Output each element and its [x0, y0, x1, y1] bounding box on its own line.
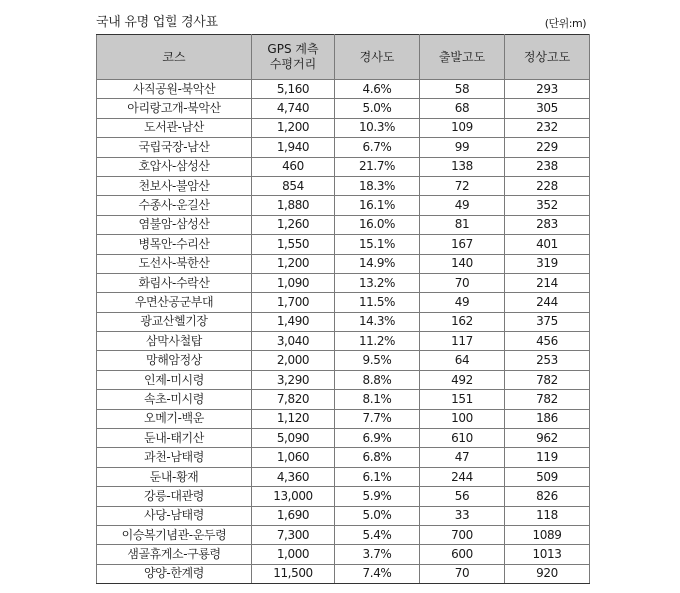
course-cell: 사직공원-북악산: [97, 80, 252, 99]
course-cell: 우면산공군부대: [97, 293, 252, 312]
table-row: [97, 409, 590, 428]
table-row: [97, 467, 590, 486]
start-altitude-cell: 610: [420, 429, 505, 448]
course-cell: 속초-미시령: [97, 390, 252, 409]
course-cell: 오메기-백운: [97, 409, 252, 428]
start-altitude-cell: 56: [420, 487, 505, 506]
course-cell: 국립국장-남산: [97, 138, 252, 157]
course-cell: 사당-남태령: [97, 506, 252, 525]
distance-cell: 1,090: [252, 273, 335, 292]
grade-cell: 8.1%: [335, 390, 420, 409]
start-altitude-cell: 68: [420, 99, 505, 118]
start-altitude-cell: 64: [420, 351, 505, 370]
course-cell: 삼막사철탑: [97, 332, 252, 351]
peak-altitude-cell: 319: [505, 254, 590, 273]
table-row: [97, 138, 590, 157]
start-altitude-cell: 47: [420, 448, 505, 467]
start-altitude-cell: 33: [420, 506, 505, 525]
distance-cell: 2,000: [252, 351, 335, 370]
table-title: 국내 유명 업힐 경사표: [96, 15, 218, 30]
course-cell: 수종사-운길산: [97, 196, 252, 215]
start-altitude-cell: 138: [420, 157, 505, 176]
table-row: [97, 545, 590, 564]
distance-cell: 1,060: [252, 448, 335, 467]
course-cell: 아리랑고개-북악산: [97, 99, 252, 118]
grade-cell: 11.5%: [335, 293, 420, 312]
grade-cell: 10.3%: [335, 118, 420, 137]
distance-cell: 4,740: [252, 99, 335, 118]
grade-cell: 16.1%: [335, 196, 420, 215]
table-row: [97, 293, 590, 312]
course-cell: 망해암정상: [97, 351, 252, 370]
distance-cell: 1,880: [252, 196, 335, 215]
peak-altitude-cell: 920: [505, 564, 590, 583]
course-cell: 샘골휴게소-구룡령: [97, 545, 252, 564]
distance-cell: 5,160: [252, 80, 335, 99]
table-row: [97, 157, 590, 176]
grade-cell: 21.7%: [335, 157, 420, 176]
grade-cell: 13.2%: [335, 273, 420, 292]
start-altitude-cell: 49: [420, 293, 505, 312]
table-row: [97, 370, 590, 389]
header-start-altitude: 출발고도: [420, 35, 505, 80]
start-altitude-cell: 492: [420, 370, 505, 389]
grade-cell: 14.3%: [335, 312, 420, 331]
grade-cell: 16.0%: [335, 215, 420, 234]
table-row: [97, 80, 590, 99]
header-gps-distance: [252, 35, 335, 80]
table-row: [97, 118, 590, 137]
distance-cell: 1,700: [252, 293, 335, 312]
distance-cell: 1,120: [252, 409, 335, 428]
course-cell: 광교산헬기장: [97, 312, 252, 331]
grade-cell: 7.4%: [335, 564, 420, 583]
distance-cell: 13,000: [252, 487, 335, 506]
peak-altitude-cell: 229: [505, 138, 590, 157]
start-altitude-cell: 600: [420, 545, 505, 564]
peak-altitude-cell: 352: [505, 196, 590, 215]
header-gps-line1: GPS 계측: [267, 42, 319, 56]
grade-cell: 6.7%: [335, 138, 420, 157]
start-altitude-cell: 81: [420, 215, 505, 234]
table-row: [97, 390, 590, 409]
distance-cell: 11,500: [252, 564, 335, 583]
course-cell: 둔내-태기산: [97, 429, 252, 448]
distance-cell: 1,000: [252, 545, 335, 564]
start-altitude-cell: 140: [420, 254, 505, 273]
table-row: [97, 448, 590, 467]
grade-cell: 6.9%: [335, 429, 420, 448]
table-row: [97, 235, 590, 254]
distance-cell: 1,260: [252, 215, 335, 234]
table-row: [97, 525, 590, 544]
start-altitude-cell: 244: [420, 467, 505, 486]
start-altitude-cell: 70: [420, 273, 505, 292]
start-altitude-cell: 49: [420, 196, 505, 215]
distance-cell: 1,200: [252, 254, 335, 273]
grade-cell: 8.8%: [335, 370, 420, 389]
header-gps-line2: 수평거리: [269, 57, 317, 71]
table-row: [97, 312, 590, 331]
course-cell: 강릉-대관령: [97, 487, 252, 506]
header-grade: 경사도: [335, 35, 420, 80]
table-row: [97, 351, 590, 370]
start-altitude-cell: 162: [420, 312, 505, 331]
table-row: [97, 215, 590, 234]
start-altitude-cell: 70: [420, 564, 505, 583]
distance-cell: 5,090: [252, 429, 335, 448]
table-body: [97, 80, 590, 584]
start-altitude-cell: 100: [420, 409, 505, 428]
distance-cell: 7,820: [252, 390, 335, 409]
peak-altitude-cell: 214: [505, 273, 590, 292]
peak-altitude-cell: 1013: [505, 545, 590, 564]
course-cell: 병목안-수리산: [97, 235, 252, 254]
table-row: [97, 506, 590, 525]
distance-cell: 1,940: [252, 138, 335, 157]
distance-cell: 4,360: [252, 467, 335, 486]
grade-cell: 11.2%: [335, 332, 420, 351]
distance-cell: 1,490: [252, 312, 335, 331]
table-row: [97, 99, 590, 118]
peak-altitude-cell: 253: [505, 351, 590, 370]
table-row: [97, 176, 590, 195]
peak-altitude-cell: 962: [505, 429, 590, 448]
grade-cell: 9.5%: [335, 351, 420, 370]
peak-altitude-cell: 782: [505, 370, 590, 389]
grade-cell: 5.0%: [335, 506, 420, 525]
distance-cell: 460: [252, 157, 335, 176]
table-row: [97, 196, 590, 215]
distance-cell: 3,040: [252, 332, 335, 351]
header-row: [97, 35, 590, 80]
peak-altitude-cell: 186: [505, 409, 590, 428]
distance-cell: 1,200: [252, 118, 335, 137]
grade-cell: 15.1%: [335, 235, 420, 254]
peak-altitude-cell: 293: [505, 80, 590, 99]
header-peak-altitude: 정상고도: [505, 35, 590, 80]
peak-altitude-cell: 118: [505, 506, 590, 525]
grade-cell: 14.9%: [335, 254, 420, 273]
peak-altitude-cell: 244: [505, 293, 590, 312]
table-row: [97, 487, 590, 506]
grade-table: [96, 34, 590, 584]
course-cell: 염불암-삼성산: [97, 215, 252, 234]
distance-cell: 854: [252, 176, 335, 195]
course-cell: 이승복기념관-운두령: [97, 525, 252, 544]
course-cell: 도서관-남산: [97, 118, 252, 137]
grade-cell: 3.7%: [335, 545, 420, 564]
table-row: [97, 254, 590, 273]
peak-altitude-cell: 826: [505, 487, 590, 506]
grade-cell: 5.0%: [335, 99, 420, 118]
peak-altitude-cell: 782: [505, 390, 590, 409]
table-row: [97, 564, 590, 583]
grade-cell: 7.7%: [335, 409, 420, 428]
table-row: [97, 429, 590, 448]
start-altitude-cell: 700: [420, 525, 505, 544]
peak-altitude-cell: 228: [505, 176, 590, 195]
grade-cell: 18.3%: [335, 176, 420, 195]
course-cell: 양양-한계령: [97, 564, 252, 583]
peak-altitude-cell: 1089: [505, 525, 590, 544]
course-cell: 도선사-북한산: [97, 254, 252, 273]
start-altitude-cell: 167: [420, 235, 505, 254]
unit-label: (단위:m): [544, 17, 586, 30]
peak-altitude-cell: 238: [505, 157, 590, 176]
grade-cell: 5.4%: [335, 525, 420, 544]
header-course: 코스: [97, 35, 252, 80]
peak-altitude-cell: 375: [505, 312, 590, 331]
peak-altitude-cell: 283: [505, 215, 590, 234]
start-altitude-cell: 117: [420, 332, 505, 351]
table-row: [97, 332, 590, 351]
start-altitude-cell: 99: [420, 138, 505, 157]
distance-cell: 1,550: [252, 235, 335, 254]
start-altitude-cell: 151: [420, 390, 505, 409]
peak-altitude-cell: 232: [505, 118, 590, 137]
course-cell: 호압사-삼성산: [97, 157, 252, 176]
course-cell: 과천-남태령: [97, 448, 252, 467]
grade-cell: 4.6%: [335, 80, 420, 99]
peak-altitude-cell: 119: [505, 448, 590, 467]
peak-altitude-cell: 509: [505, 467, 590, 486]
distance-cell: 7,300: [252, 525, 335, 544]
course-cell: 인제-미시령: [97, 370, 252, 389]
grade-cell: 5.9%: [335, 487, 420, 506]
peak-altitude-cell: 305: [505, 99, 590, 118]
grade-cell: 6.1%: [335, 467, 420, 486]
course-cell: 천보사-불암산: [97, 176, 252, 195]
table-row: [97, 273, 590, 292]
start-altitude-cell: 72: [420, 176, 505, 195]
distance-cell: 3,290: [252, 370, 335, 389]
course-cell: 둔내-황재: [97, 467, 252, 486]
start-altitude-cell: 109: [420, 118, 505, 137]
peak-altitude-cell: 401: [505, 235, 590, 254]
grade-cell: 6.8%: [335, 448, 420, 467]
distance-cell: 1,690: [252, 506, 335, 525]
peak-altitude-cell: 456: [505, 332, 590, 351]
course-cell: 화림사-수락산: [97, 273, 252, 292]
start-altitude-cell: 58: [420, 80, 505, 99]
